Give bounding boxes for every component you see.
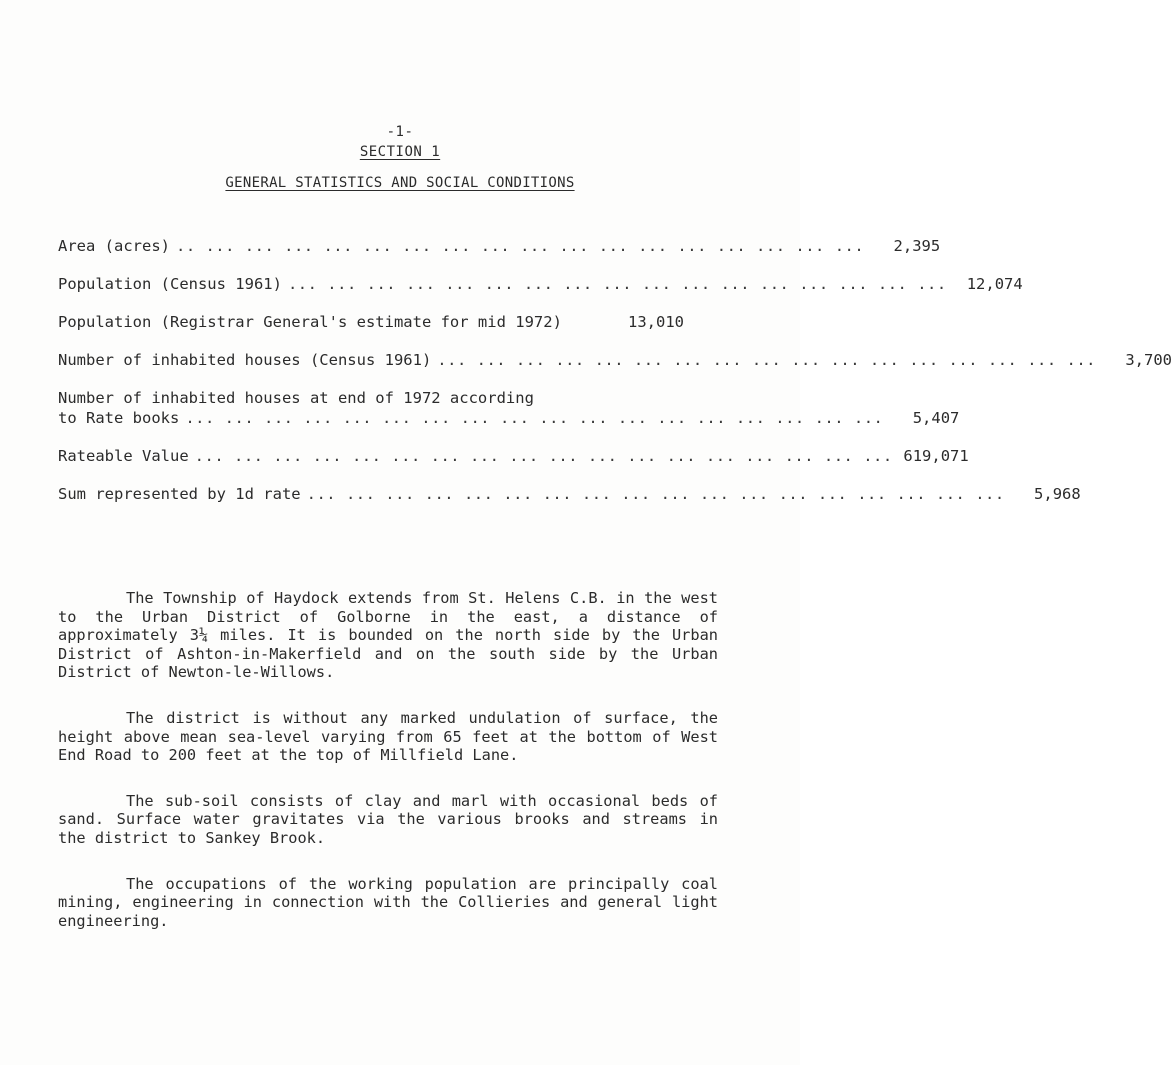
leader-dots: ... ... ... ... ... ... ... ... ... ... ... ... ... ... ... ... ...: [437, 351, 1097, 369]
stat-value: 2,395: [893, 237, 941, 255]
stat-value: 5,407: [912, 409, 960, 427]
stat-label: Population (Registrar General's estimate for mid 1972): [58, 313, 562, 331]
paragraph-occupations: The occupations of the working population are principally coal mining, engineering in connection with the Collieries and general light engineering.: [58, 874, 718, 930]
stat-row-houses-rate-books: [58, 388, 960, 428]
leader-dots: ... ... ... ... ... ... ... ... ... ... ... ... ... ... ... ... ... ...: [185, 409, 884, 427]
leader-dots: ... ... ... ... ... ... ... ... ... ... ... ... ... ... ... ... ... ...: [306, 485, 1005, 503]
stat-row-houses-census: [58, 350, 1172, 370]
page-heading-text: GENERAL STATISTICS AND SOCIAL CONDITIONS: [225, 175, 575, 191]
paragraph-location: The Township of Haydock extends from St. Helens C.B. in the west to the Urban District of Golborne in the east, a distance of approximately 3¼ miles. It is bounded on the north side by the Urban District of Ashton-in-Makerfield and on the south side by the Urban District of Newton-le-Willows.: [58, 589, 718, 682]
page-heading: [0, 175, 800, 191]
paragraph-topography: The district is without any marked undulation of surface, the height above mean sea-level varying from 65 feet at the bottom of West End Road to 200 feet at the top of Millfield Lane.: [58, 708, 718, 765]
body-text: [58, 589, 718, 957]
section-title-text: SECTION 1: [359, 144, 441, 160]
stat-label: Number of inhabited houses (Census 1961): [58, 351, 432, 369]
stat-value: 619,071: [903, 447, 969, 465]
stat-row-area: [58, 236, 941, 256]
paragraph-subsoil: The sub-soil consists of clay and marl with occasional beds of sand. Surface water gravitates via the various brooks and streams in the district to Sankey Brook.: [58, 791, 718, 847]
leader-dots: ... ... ... ... ... ... ... ... ... ... ... ... ... ... ... ... ...: [287, 275, 947, 293]
stat-row-penny-rate: [58, 484, 1081, 504]
stat-row-population-estimate: [58, 312, 684, 332]
stat-value: 13,010: [628, 313, 684, 331]
stat-label: Rateable Value: [58, 447, 189, 465]
page-number: -1-: [386, 124, 414, 140]
stat-label: Sum represented by 1d rate: [58, 485, 301, 503]
stat-row-population-census: [58, 274, 1023, 294]
stat-label-line2-row: [58, 408, 960, 428]
stat-label: Area (acres): [58, 237, 170, 255]
leader-dots: .. ... ... ... ... ... ... ... ... ... ... ... ... ... ... ... ... ...: [175, 237, 865, 255]
statistics-list: [58, 236, 1172, 504]
leader-dots: ... ... ... ... ... ... ... ... ... ... ... ... ... ... ... ... ... ...: [194, 447, 893, 465]
stat-value: 5,968: [1034, 485, 1081, 503]
stat-value: 3,700: [1125, 351, 1172, 369]
stat-label-line1: Number of inhabited houses at end of 1972 according: [58, 389, 534, 407]
stat-label: Population (Census 1961): [58, 275, 282, 293]
stat-label-line2: to Rate books: [58, 409, 180, 427]
stat-row-rateable-value: [58, 446, 969, 466]
stat-value: 12,074: [966, 275, 1023, 293]
section-title: [0, 144, 800, 160]
